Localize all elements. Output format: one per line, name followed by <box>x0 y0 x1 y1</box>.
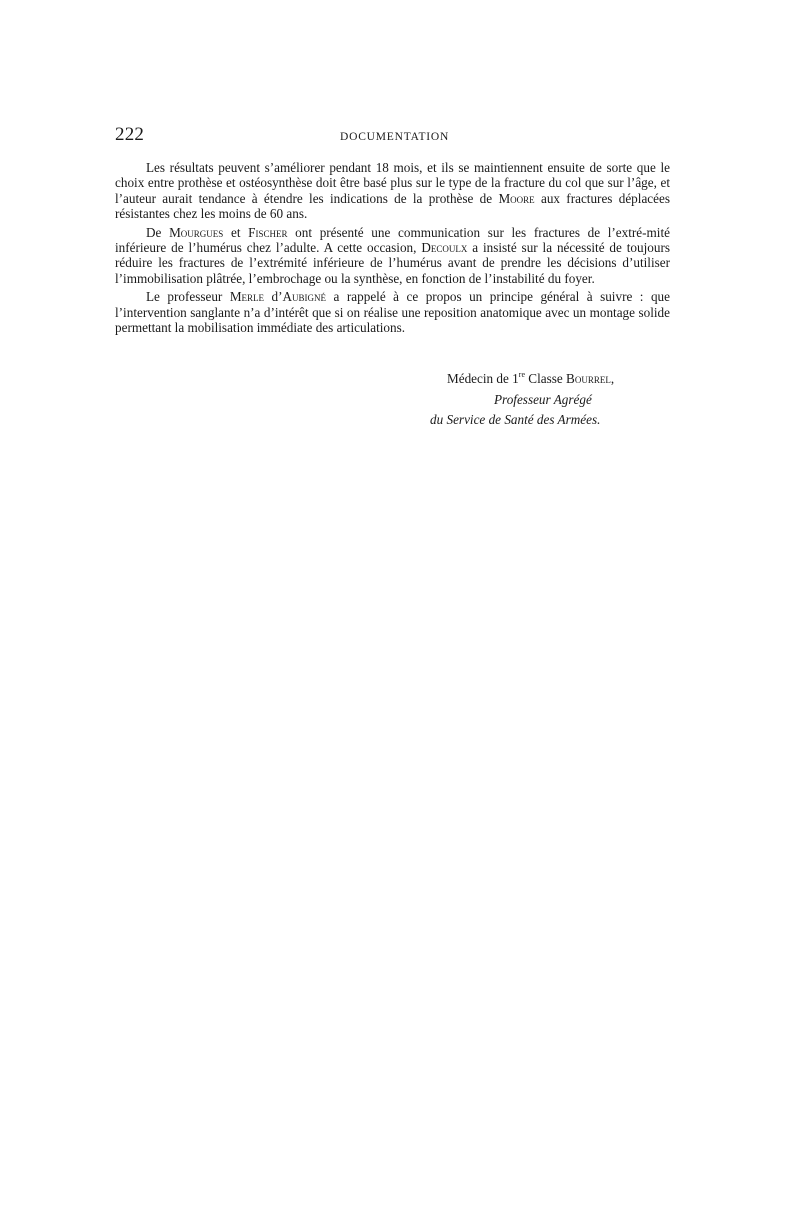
signature-name: Bourrel <box>566 371 611 386</box>
running-head: DOCUMENTATION <box>340 131 450 143</box>
body-text <box>115 160 670 338</box>
author-name-fischer: Fischer <box>248 224 288 240</box>
paragraph-3-mid1: d’ <box>264 289 283 305</box>
author-name-merle: Merle <box>229 289 265 305</box>
paragraph-2-lead: De <box>146 224 170 240</box>
author-name-aubigne: Aubigné <box>282 289 327 305</box>
signature-rank-line <box>430 369 655 390</box>
signature-block <box>430 369 655 431</box>
signature-rank-suffix: , <box>610 371 615 386</box>
author-name-decoulx: Decoulx <box>421 240 468 256</box>
signature-title: Professeur Agrégé <box>494 391 592 407</box>
author-name-moore: Moore <box>498 190 535 206</box>
paragraph-2-mid2: ont présenté une communication sur les fractures de l’extré-mité inférieure de l’humérus chez l’adulte. A cette occasion, <box>115 224 670 256</box>
signature-affiliation: du Service de Santé des Armées. <box>430 412 601 427</box>
paragraph-1-tail: aux fractures déplacées résistantes chez les moins de 60 ans. <box>115 190 670 222</box>
paragraph-3 <box>115 289 670 335</box>
paragraph-3-lead: Le professeur <box>146 289 230 305</box>
page-number: 222 <box>115 124 145 145</box>
signature-ordinal: re <box>518 370 525 379</box>
paragraph-1-text: Les résultats peuvent s’améliorer pendant 18 mois, et ils se maintiennent ensuite de sorte que le choix entre prothèse et ostéosynthèse doit être basé plus sur le type de la fracture du col que sur l’âge, et l’auteur aurait tendance à étendre les indications de la prothèse de <box>115 160 670 206</box>
author-name-mourgues: Mourgues <box>169 224 224 240</box>
signature-rank-prefix: Médecin de 1 <box>447 371 519 386</box>
paragraph-1 <box>115 160 670 222</box>
signature-rank-mid: Classe <box>525 371 567 386</box>
paragraph-2 <box>115 225 670 287</box>
paragraph-2-mid1: et <box>223 224 249 240</box>
paragraph-2-tail: a insisté sur la nécessité de toujours réduire les fractures de l’extrémité inférieure de l’humérus avant de prendre les décisions d’utiliser l’immobilisation plâtrée, l’embrochage ou la synthèse, en fonction de l’instabilité du foyer. <box>115 240 670 286</box>
paragraph-3-tail: a rappelé à ce propos un principe général à suivre : que l’intervention sanglante n’a d’intérêt que si on réalise une reposition anatomique avec un montage solide permettant la mobilisation immédiate des articulations. <box>115 289 670 336</box>
